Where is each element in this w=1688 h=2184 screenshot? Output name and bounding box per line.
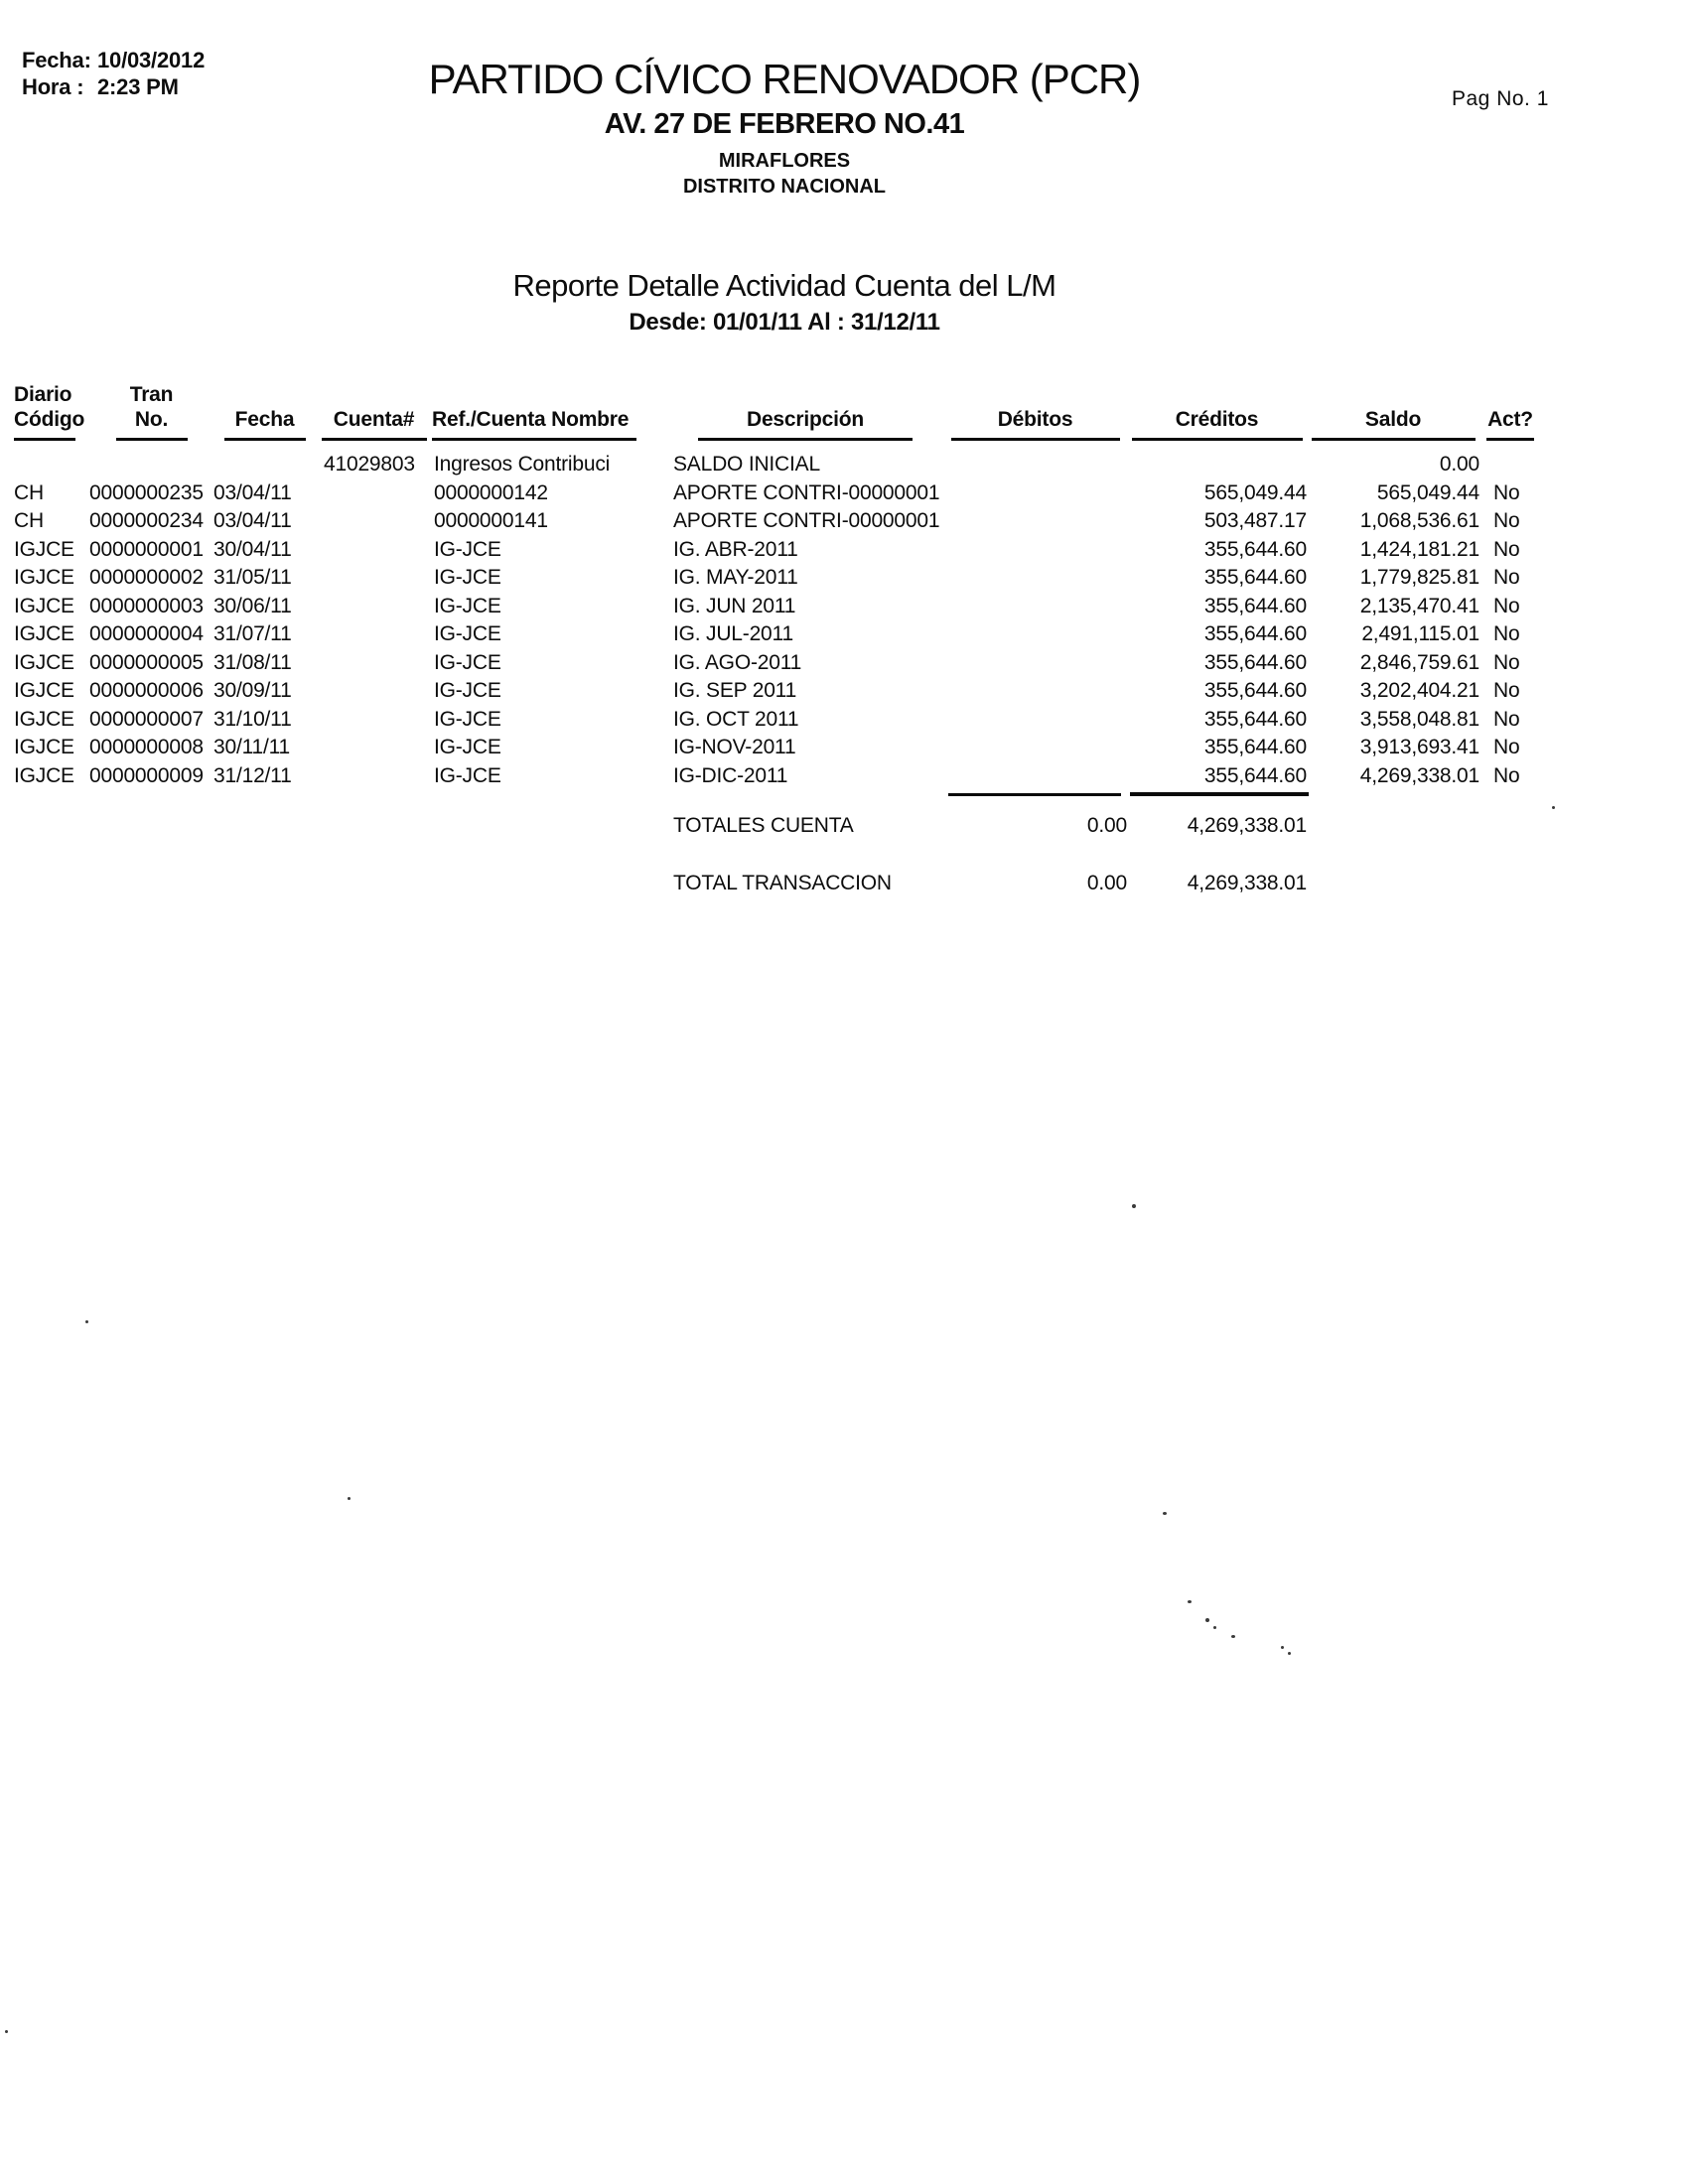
column-header-line: Descripción [746, 408, 864, 431]
cell-ref: IG-JCE [434, 707, 501, 731]
report-date-range: Desde: 01/01/11 Al : 31/12/11 [629, 309, 940, 336]
cell-fecha: 30/09/11 [213, 679, 292, 702]
cell-ref: 0000000141 [434, 509, 548, 532]
organization-name: PARTIDO CÍVICO RENOVADOR (PCR) [428, 56, 1141, 102]
cell-diario: IGJCE [14, 679, 74, 702]
cell-creditos: 503,487.17 [1203, 509, 1307, 532]
scan-speck [348, 1497, 351, 1500]
cell-tran: 0000000009 [89, 763, 204, 787]
cell-cuenta [316, 479, 432, 508]
cell-ref: IG-JCE [434, 736, 501, 758]
cell-diario [14, 451, 89, 479]
scan-speck [1163, 1512, 1167, 1515]
cell-desc: IG. JUL-2011 [673, 622, 793, 645]
column-header-fecha [213, 382, 316, 441]
cell-saldo: 2,846,759.61 [1359, 650, 1479, 674]
cell-act: No [1493, 650, 1520, 674]
cell-creditos: 355,644.60 [1203, 763, 1307, 787]
cell-fecha: 03/04/11 [213, 509, 292, 532]
table-header-row [14, 382, 1541, 441]
table-row [14, 620, 1541, 649]
cell-tran [89, 451, 213, 479]
cell-debitos [943, 649, 1127, 678]
cell-ref: IG-JCE [434, 566, 501, 589]
column-header-line: Fecha [234, 408, 295, 431]
cell-cuenta [316, 649, 432, 678]
total-transaccion-label: TOTAL TRANSACCION [673, 871, 892, 894]
scan-speck [1132, 1204, 1136, 1208]
cell-fecha: 03/04/11 [213, 480, 292, 504]
scan-speck [1281, 1646, 1284, 1649]
column-header-debitos [943, 382, 1127, 441]
table-row [14, 479, 1541, 508]
header-underline [1486, 438, 1534, 441]
cell-desc: IG-NOV-2011 [673, 736, 796, 758]
cell-debitos [943, 620, 1127, 649]
cell-tran: 0000000001 [89, 537, 204, 561]
activity-table [14, 382, 1541, 897]
cell-act: No [1493, 707, 1520, 731]
column-header-line: Saldo [1364, 408, 1422, 431]
column-header-line: Código [14, 408, 85, 431]
header-underline [322, 438, 427, 441]
cell-cuenta [316, 620, 432, 649]
cell-cuenta [316, 706, 432, 735]
cell-saldo: 1,424,181.21 [1359, 537, 1479, 561]
scan-speck [1213, 1626, 1216, 1629]
cell-fecha: 31/08/11 [213, 650, 292, 674]
cell-creditos: 355,644.60 [1203, 679, 1307, 702]
cell-cuenta [316, 677, 432, 706]
cell-cuenta [316, 734, 432, 762]
cell-diario: CH [14, 509, 44, 532]
cell-saldo: 1,068,536.61 [1359, 509, 1479, 532]
cell-ref: Ingresos Contribuci [434, 453, 611, 476]
cell-saldo: 3,558,048.81 [1359, 707, 1479, 731]
cell-desc: IG. AGO-2011 [673, 650, 802, 674]
cell-debitos [943, 451, 1127, 479]
cell-diario: IGJCE [14, 594, 74, 617]
scan-speck [5, 2030, 8, 2033]
cell-act: No [1493, 736, 1520, 758]
cell-desc: IG. ABR-2011 [673, 537, 798, 561]
table-body [14, 451, 1541, 790]
cell-saldo: 1,779,825.81 [1359, 566, 1479, 589]
scan-speck [1288, 1652, 1291, 1655]
column-header-cuenta [316, 382, 432, 441]
cell-act: No [1493, 679, 1520, 702]
cell-debitos [943, 734, 1127, 762]
header-underline [951, 438, 1120, 441]
cell-ref: IG-JCE [434, 679, 501, 702]
column-header-creditos [1127, 382, 1307, 441]
total-transaccion-creditos: 4,269,338.01 [1187, 871, 1307, 894]
cell-fecha: 31/12/11 [213, 763, 292, 787]
cell-tran: 0000000004 [89, 622, 204, 645]
header-underline [14, 438, 75, 441]
cell-fecha: 30/06/11 [213, 594, 292, 617]
cell-cuenta [316, 536, 432, 565]
scan-speck [1231, 1635, 1235, 1638]
column-header-line: Cuenta# [333, 408, 415, 431]
table-row [14, 536, 1541, 565]
cell-saldo: 565,049.44 [1376, 480, 1479, 504]
cell-debitos [943, 507, 1127, 536]
cell-diario: IGJCE [14, 736, 74, 758]
cell-creditos: 355,644.60 [1203, 736, 1307, 758]
cell-debitos [943, 762, 1127, 791]
cell-cuenta [316, 762, 432, 791]
print-time-value: 2:23 PM [97, 74, 179, 99]
cell-desc: APORTE CONTRI-00000001 [673, 480, 940, 504]
cell-creditos: 355,644.60 [1203, 594, 1307, 617]
creditos-total-rule [1130, 792, 1309, 796]
report-heading [0, 268, 1569, 337]
totals-cuenta-label: TOTALES CUENTA [673, 814, 854, 837]
scan-speck [1552, 806, 1555, 809]
cell-act: No [1493, 537, 1520, 561]
cell-tran: 0000000008 [89, 736, 204, 758]
column-header-line: Créditos [1175, 408, 1259, 431]
column-header-descripcion [667, 382, 943, 441]
cell-cuenta [316, 564, 432, 593]
cell-creditos: 355,644.60 [1203, 566, 1307, 589]
print-date-value: 10/03/2012 [97, 48, 206, 72]
header-underline [432, 438, 636, 441]
table-row [14, 564, 1541, 593]
cell-tran: 0000000006 [89, 679, 204, 702]
column-header-line: Débitos [997, 408, 1073, 431]
organization-address: AV. 27 DE FEBRERO NO.41 [604, 108, 965, 140]
cell-ref: IG-JCE [434, 622, 501, 645]
column-header-line: Act? [1487, 408, 1533, 431]
cell-act: No [1493, 594, 1520, 617]
cell-debitos [943, 677, 1127, 706]
total-transaccion-row [14, 870, 1541, 898]
column-header-ref [432, 382, 667, 441]
cell-saldo: 3,913,693.41 [1359, 736, 1479, 758]
cell-fecha: 30/11/11 [213, 736, 291, 758]
cell-desc: IG. SEP 2011 [673, 679, 797, 702]
header-underline [698, 438, 913, 441]
cell-debitos [943, 479, 1127, 508]
cell-act: No [1493, 480, 1520, 504]
cell-ref: 0000000142 [434, 480, 548, 504]
table-row [14, 706, 1541, 735]
cell-saldo: 0.00 [1439, 453, 1479, 476]
cell-fecha: 30/04/11 [213, 537, 292, 561]
cell-creditos: 355,644.60 [1203, 707, 1307, 731]
cell-diario: IGJCE [14, 650, 74, 674]
cell-cuenta [316, 507, 432, 536]
cell-ref: IG-JCE [434, 537, 501, 561]
cell-creditos: 355,644.60 [1203, 537, 1307, 561]
header-underline [1132, 438, 1303, 441]
table-row [14, 734, 1541, 762]
print-time-label: Hora : [22, 74, 84, 99]
cell-ref: IG-JCE [434, 650, 501, 674]
cell-tran: 0000000005 [89, 650, 204, 674]
column-header-tran-no [89, 382, 213, 441]
cell-debitos [943, 706, 1127, 735]
totals-cuenta-row [14, 812, 1541, 841]
cell-tran: 0000000007 [89, 707, 204, 731]
table-row [14, 451, 1541, 479]
organization-district: DISTRITO NACIONAL [682, 176, 887, 198]
cell-cuenta: 41029803 [324, 453, 415, 476]
cell-creditos: 355,644.60 [1203, 622, 1307, 645]
cell-fecha: 31/07/11 [213, 622, 292, 645]
table-row [14, 649, 1541, 678]
cell-fecha: 31/10/11 [213, 707, 292, 731]
totals-cuenta-creditos: 4,269,338.01 [1187, 814, 1307, 837]
column-header-line: Tran [129, 383, 174, 406]
table-row [14, 762, 1541, 791]
cell-act [1479, 451, 1541, 479]
cell-act: No [1493, 566, 1520, 589]
scan-speck [1188, 1600, 1192, 1603]
cell-tran: 0000000003 [89, 594, 204, 617]
cell-diario: IGJCE [14, 763, 74, 787]
cell-tran: 0000000234 [89, 509, 204, 532]
cell-debitos [943, 536, 1127, 565]
cell-fecha [213, 451, 316, 479]
cell-act: No [1493, 763, 1520, 787]
page-number: Pag No. 1 [1452, 87, 1549, 110]
cell-debitos [943, 564, 1127, 593]
cell-diario: IGJCE [14, 707, 74, 731]
cell-ref: IG-JCE [434, 594, 501, 617]
cell-diario: IGJCE [14, 566, 74, 589]
cell-saldo: 2,491,115.01 [1361, 622, 1479, 645]
table-row [14, 677, 1541, 706]
cell-saldo: 4,269,338.01 [1359, 763, 1479, 787]
cell-diario: CH [14, 480, 44, 504]
column-header-line: Ref./Cuenta Nombre [432, 408, 630, 431]
cell-diario: IGJCE [14, 622, 74, 645]
table-row [14, 507, 1541, 536]
header-underline [1312, 438, 1476, 441]
organization-sector: MIRAFLORES [718, 150, 851, 172]
letterhead [0, 56, 1569, 199]
column-header-act [1479, 382, 1541, 441]
cell-tran: 0000000002 [89, 566, 204, 589]
table-row [14, 593, 1541, 621]
cell-creditos [1127, 451, 1307, 479]
totals-cuenta-debitos: 0.00 [1086, 814, 1127, 837]
cell-desc: IG-DIC-2011 [673, 763, 788, 787]
debitos-total-rule [948, 793, 1121, 796]
cell-desc: IG. OCT 2011 [673, 707, 799, 731]
cell-fecha: 31/05/11 [213, 566, 292, 589]
cell-saldo: 2,135,470.41 [1359, 594, 1479, 617]
cell-desc: SALDO INICIAL [673, 453, 820, 476]
print-date-label: Fecha: [22, 48, 91, 72]
cell-desc: APORTE CONTRI-00000001 [673, 509, 940, 532]
cell-cuenta [316, 593, 432, 621]
cell-desc: IG. JUN 2011 [673, 594, 796, 617]
scan-speck [85, 1320, 88, 1323]
cell-saldo: 3,202,404.21 [1359, 679, 1479, 702]
scan-speck [1205, 1618, 1209, 1622]
column-header-saldo [1307, 382, 1479, 441]
cell-tran: 0000000235 [89, 480, 204, 504]
report-title: Reporte Detalle Actividad Cuenta del L/M [512, 268, 1056, 303]
cell-creditos: 565,049.44 [1203, 480, 1307, 504]
cell-diario: IGJCE [14, 537, 74, 561]
cell-desc: IG. MAY-2011 [673, 566, 798, 589]
column-header-line: Diario [14, 383, 72, 406]
total-transaccion-debitos: 0.00 [1086, 871, 1127, 894]
cell-creditos: 355,644.60 [1203, 650, 1307, 674]
cell-ref: IG-JCE [434, 763, 501, 787]
cell-act: No [1493, 509, 1520, 532]
header-underline [224, 438, 306, 441]
cell-act: No [1493, 622, 1520, 645]
column-header-line: No. [134, 408, 169, 431]
column-header-diario-codigo [14, 382, 89, 441]
header-underline [116, 438, 188, 441]
cell-debitos [943, 593, 1127, 621]
